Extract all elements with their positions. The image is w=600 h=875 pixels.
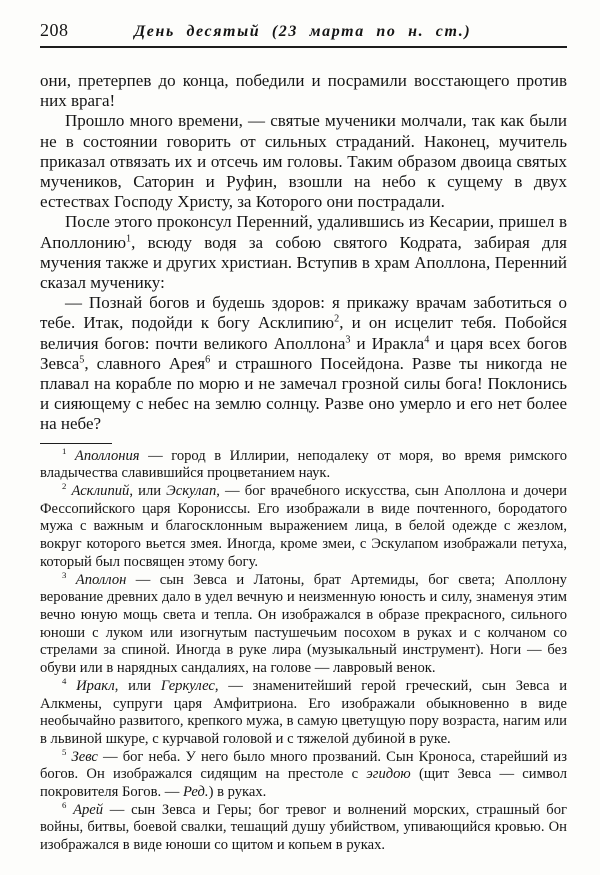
text-segment: После этого проконсул Перенний, удалившись из Кесарии, пришел в Аполлонию: [40, 212, 567, 252]
italic-term: Аполлон: [75, 571, 127, 588]
footnote-marker: 3: [62, 569, 67, 580]
italic-term: эгидою: [366, 766, 411, 783]
text-segment: Прошло много времени, — святые мученики молчали, так как были не в состоянии говорить от сильных страданий. Наконец, мучитель приказал отвязать их и отсечь им головы. Таким образом двоица святых мучеников, Саторин и Руфин, взошли на небо к сущему в двух естествах Господу Христу, за Которого они пострадали.: [40, 111, 567, 212]
text-segment: — город в Иллирии, неподалеку от моря, во время римского владычества славившийся процветанием наук.: [40, 447, 567, 482]
text-segment: , или: [129, 483, 167, 500]
footnotes: [40, 445, 568, 855]
footnote: [40, 445, 567, 483]
italic-term: Зевс: [71, 748, 98, 765]
footnote-marker: 2: [62, 481, 67, 492]
text-segment: , всюду водя за собою святого Кодрата, забирая для мучения также и других христиан. Вступив в храм Аполлона, Перенний сказал мученику:: [40, 232, 567, 293]
page-number: 208: [40, 20, 69, 40]
italic-term: Арей: [73, 801, 104, 818]
footnote-ref: 6: [205, 354, 211, 366]
footnote-ref: 2: [334, 313, 340, 325]
italic-term: Ред.: [183, 784, 209, 801]
italic-term: Эскулап: [166, 483, 217, 500]
italic-term: Асклипий: [71, 483, 130, 500]
text-segment: и Иракла: [350, 333, 425, 353]
footnote-ref: 5: [79, 354, 85, 366]
header-rule: [40, 46, 567, 48]
footnote-marker: 5: [62, 746, 67, 757]
footnote: [40, 799, 567, 855]
footnote: [40, 746, 567, 802]
text-segment: и страшного Посейдона. Разве ты никогда не плавал на корабле по морю и не замечал грозной силы бога! Поклонись и сияющему с небес на землю солнцу. Разве оно умерло и его нет более на небе?: [40, 353, 568, 434]
text-segment: , — знаменитейший герой греческий, сын Зевса и Алкмены, супруги царя Амфитриона. Его изображали обыкновенно в виде необычайно развитого, крепкого мужа, в самую цветущую пору возраста, нагим или в львиной шкуре, с курчавой головой и с тяжелой дубиной в руке.: [40, 677, 568, 747]
text-segment: , или: [114, 677, 161, 694]
body-paragraph: [40, 111, 567, 212]
footnote-ref: 3: [345, 333, 351, 345]
text-segment: , и он исцелит тебя. Побойся величия богов: почти великого Аполлона: [40, 313, 567, 353]
text-segment: , славного Арея: [84, 353, 206, 373]
text-segment: — Познай богов и будешь здоров: я прикажу врачам заботиться о тебе. Итак, подойди к богу Асклипию: [40, 293, 567, 333]
text-segment: — бог неба. У него было много прозваний. Сын Кроноса, старейший из богов. Он изображался сидящим на престоле с: [40, 748, 567, 783]
text-segment: ) в руках.: [208, 784, 267, 801]
italic-term: Геркулес: [160, 677, 215, 694]
text-segment: они, претерпев до конца, победили и посрамили восстающего против них врага!: [40, 71, 567, 111]
footnote-marker: 6: [62, 799, 67, 810]
italic-term: Аполлония: [74, 447, 140, 464]
footnote-ref: 1: [126, 232, 132, 244]
text-segment: — сын Зевса и Геры; бог тревог и волнений морских, страшный бог войны, битвы, боевой свалки, тешащий душу убийством, упивающийся кровью. Он изображался в виде юноши со щитом и копьем в руках.: [40, 801, 567, 854]
body-paragraph: [40, 293, 567, 434]
footnote-ref: 4: [424, 333, 430, 345]
body-text: [40, 71, 567, 435]
body-paragraph: [40, 71, 567, 111]
text-segment: , — бог врачебного искусства, сын Аполлона и дочери Фессопийского царя Корониссы. Его изображали в виде почтенного, бородатого мужа с важным и благосклонным выражением лица, в белой одежде с жезлом, вокруг которого вьется змея. Иногда, кроме змеи, с Эскулапом изображали петуха, который был посвящен этому богу.: [40, 483, 567, 570]
footnote-separator: [40, 443, 112, 444]
text-segment: и царя всех богов Зевса: [40, 333, 567, 373]
running-header: [40, 20, 567, 41]
body-paragraph: [40, 212, 567, 293]
footnote: [40, 569, 567, 678]
footnote-marker: 4: [62, 675, 67, 686]
footnote-marker: 1: [62, 445, 67, 456]
text-segment: (щит Зевса — символ покровителя Богов. —: [40, 766, 567, 801]
header-title: День десятый (23 марта по н. ст.): [134, 23, 472, 40]
footnote: [40, 483, 567, 572]
italic-term: Иракл: [76, 677, 115, 694]
footnote: [40, 675, 568, 749]
text-segment: — сын Зевса и Латоны, брат Артемиды, бог света; Аполлону верование древних дало в удел вечную и неизменную юность и силу, знаменуя этим вечно юную мощь света и тепла. Он изображался в образе прекрасного, сильного юноши с луком или изогнутым пастушечьим посохом в руках и с колчаном со стрелами за спиной. Иногда в руке лира (музыкальный инструмент). Ноги — без обуви или в нарядных сандалиях, на голове — лавровый венок.: [40, 571, 567, 677]
